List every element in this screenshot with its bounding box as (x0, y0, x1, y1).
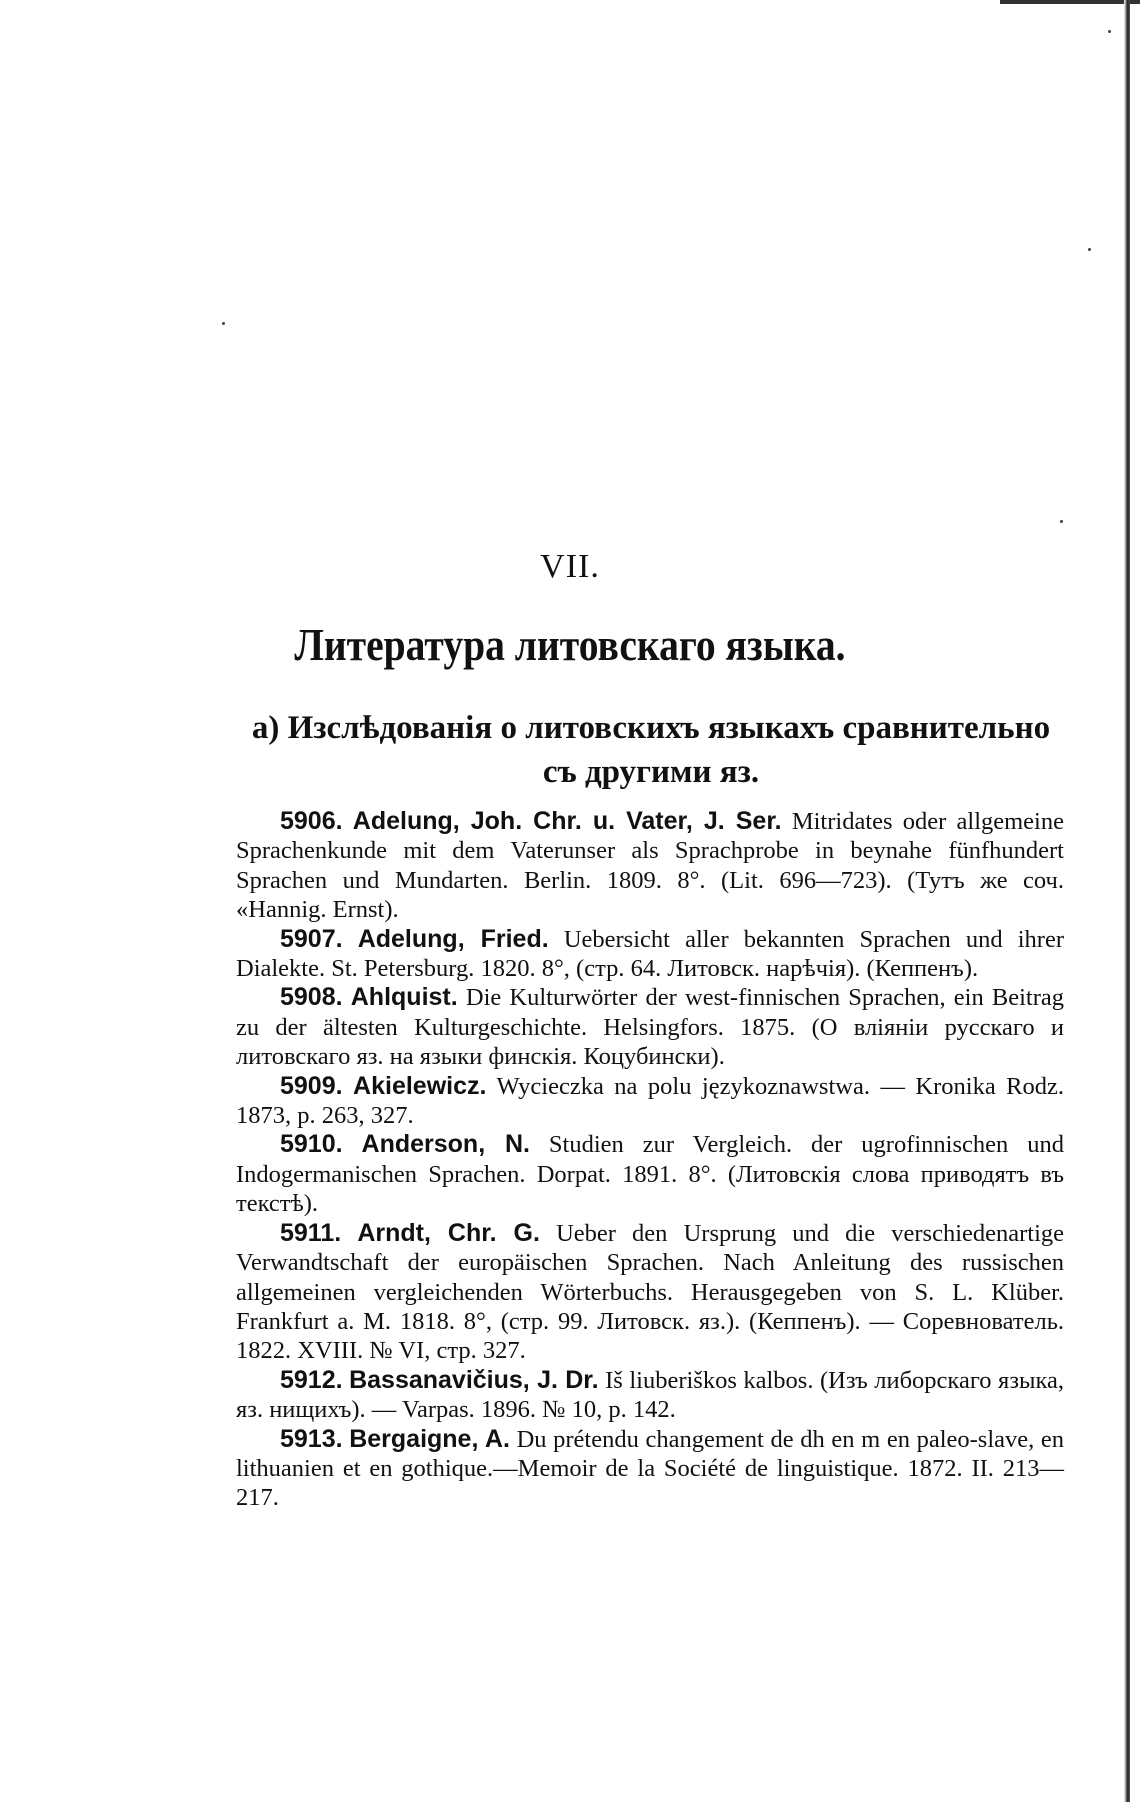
entry-number: 5912. (280, 1365, 343, 1394)
entry-text: Mitridates oder allgemeine Sprachenkunde mit dem Vaterunser als Sprachprobe in beynahe fünfhundert Sprachen und Mundarten. Berlin. 1809. 8°. (Lit. 696—723). (Тутъ же соч. «Hannig. Ernst). (236, 808, 1064, 924)
entry-author: Arndt, Chr. G. (357, 1218, 540, 1247)
bibliography-entry-5906 (236, 807, 1064, 925)
entry-number: 5910. (280, 1130, 343, 1159)
entry-number: 5909. (280, 1071, 343, 1100)
entry-number: 5906. (280, 807, 343, 835)
page-edge-top (1000, 0, 1140, 4)
page-edge-right (1124, 0, 1130, 1802)
entry-text: Ueber den Ursprung und die verschiedenartige Verwandtschaft der europäischen Sprachen. Nach Anleitung des russischen allgemeinen vergleichenden Wörterbuchs. Herausgegeben von S. L. Klüber. Frankfurt a. M. 1818. 8°, (стр. 99. Литовск. яз.). (Кеппенъ). — Соревнователь. 1822. XVIII. № VI, стр. 327. (236, 1219, 1065, 1365)
entry-text: Iš liuberiškos kalbos. (Изъ либорскаго языка, яз. нищихъ). — Varpas. 1896. № 10, p. 142. (236, 1366, 1064, 1424)
scan-speck (1060, 520, 1063, 523)
scan-speck (222, 322, 225, 325)
entry-number: 5908. (280, 983, 343, 1012)
entry-author: Ahlquist. (350, 983, 458, 1012)
entry-author: Bergaigne, A. (349, 1424, 510, 1453)
bibliography-entry-5910 (236, 1130, 1064, 1218)
chapter-number: VII. (540, 548, 600, 585)
entry-text: Wycieczka na polu językoznawstwa. — Kronika Rodz. 1873, p. 263, 327. (236, 1072, 1065, 1130)
section-title: а) Изслѣдованія о литовскихъ языкахъ сравнительно съ другими яз. (251, 710, 1051, 790)
entry-author: Bassanavičius, J. Dr. (349, 1365, 599, 1394)
bibliography-entry-5911 (236, 1219, 1064, 1366)
bibliography-entries (236, 807, 1064, 1513)
scan-speck (1108, 30, 1111, 33)
entry-text: Du prétendu changement de dh en m en paleo-slave, en lithuanien et en gothique.—Memoir de la Société de linguistique. 1872. II. 213—217. (236, 1425, 1065, 1512)
bibliography-entry-5912 (236, 1366, 1064, 1425)
bibliography-entry-5913 (236, 1425, 1064, 1513)
chapter-title: Литература литовскаго языка. (294, 619, 846, 670)
entry-author: Adelung, Fried. (357, 924, 549, 953)
entry-author: Akielewicz. (353, 1071, 487, 1100)
entry-text: Studien zur Vergleich. der ugrofinnischen und Indogermanischen Sprachen. Dorpat. 1891. 8°. (Литовскія слова приводятъ въ текстѣ). (236, 1131, 1064, 1218)
scan-speck (1088, 248, 1091, 251)
bibliography-entry-5908 (236, 983, 1064, 1071)
entry-number: 5913. (280, 1424, 343, 1453)
entry-text: Die Kulturwörter der west-finnischen Sprachen, ein Beitrag zu der ältesten Kulturgeschichte. Helsingfors. 1875. (О вліяніи русскаго и литовскаго яз. на языки финскія. Коцубински). (236, 984, 1065, 1071)
bibliography-entry-5907 (236, 925, 1064, 984)
entry-number: 5907. (280, 924, 343, 953)
entry-author: Adelung, Joh. Chr. u. Vater, J. Ser. (352, 807, 782, 835)
entry-number: 5911. (280, 1218, 342, 1247)
entry-author: Anderson, N. (361, 1130, 530, 1159)
bibliography-entry-5909 (236, 1072, 1064, 1131)
entry-text: Uebersicht aller bekannten Sprachen und ihrer Dialekte. St. Petersburg. 1820. 8°, (стр. 64. Литовск. нарѣчія). (Кеппенъ). (236, 925, 1064, 983)
